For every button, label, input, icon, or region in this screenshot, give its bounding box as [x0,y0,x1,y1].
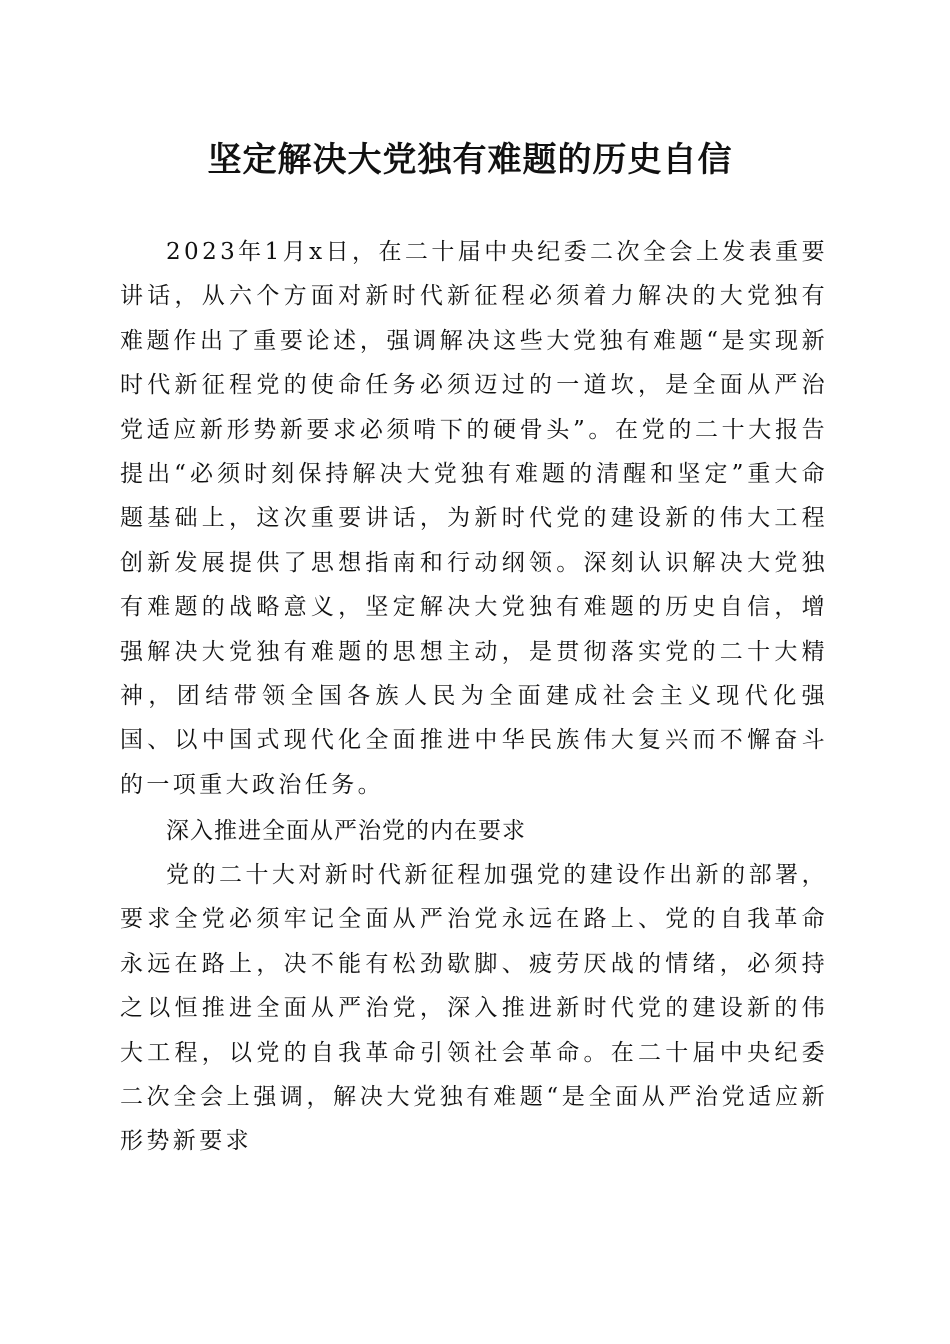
section-heading: 深入推进全面从严治党的内在要求 [166,818,526,844]
paragraph-intro: 2023年1月x日，在二十届中央纪委二次全会上发表重要讲话，从六个方面对新时代新征程必须着力解决的大党独有难题作出了重要论述，强调解决这些大党独有难题“是实现新时代新征程党的使命任务必须迈过的一道坎，是全面从严治党适应新形势新要求必须啃下的硬骨头”。在党的二十大报告提出“必须时刻保持解决大党独有难题的清醒和坚定”重大命题基础上，这次重要讲话，为新时代党的建设新的伟大工程创新发展提供了思想指南和行动纲领。深刻认识解决大党独有难题的战略意义，坚定解决大党独有难题的历史自信，增强解决大党独有难题的思想主动，是贯彻落实党的二十大精神，团结带领全国各族人民为全面建成社会主义现代化强国、以中国式现代化全面推进中华民族伟大复兴而不懈奋斗的一项重大政治任务。 [120,239,828,798]
document-title: 坚定解决大党独有难题的历史自信 [207,140,733,180]
paragraph-section-1: 党的二十大对新时代新征程加强党的建设作出新的部署，要求全党必须牢记全面从严治党永远在路上、党的自我革命永远在路上，决不能有松劲歇脚、疲劳厌战的情绪，必须持之以恒推进全面从严治党，深入推进新时代党的建设新的伟大工程，以党的自我革命引领社会革命。在二十届中央纪委二次全会上强调，解决大党独有难题“是全面从严治党适应新形势新要求 [120,862,828,1155]
